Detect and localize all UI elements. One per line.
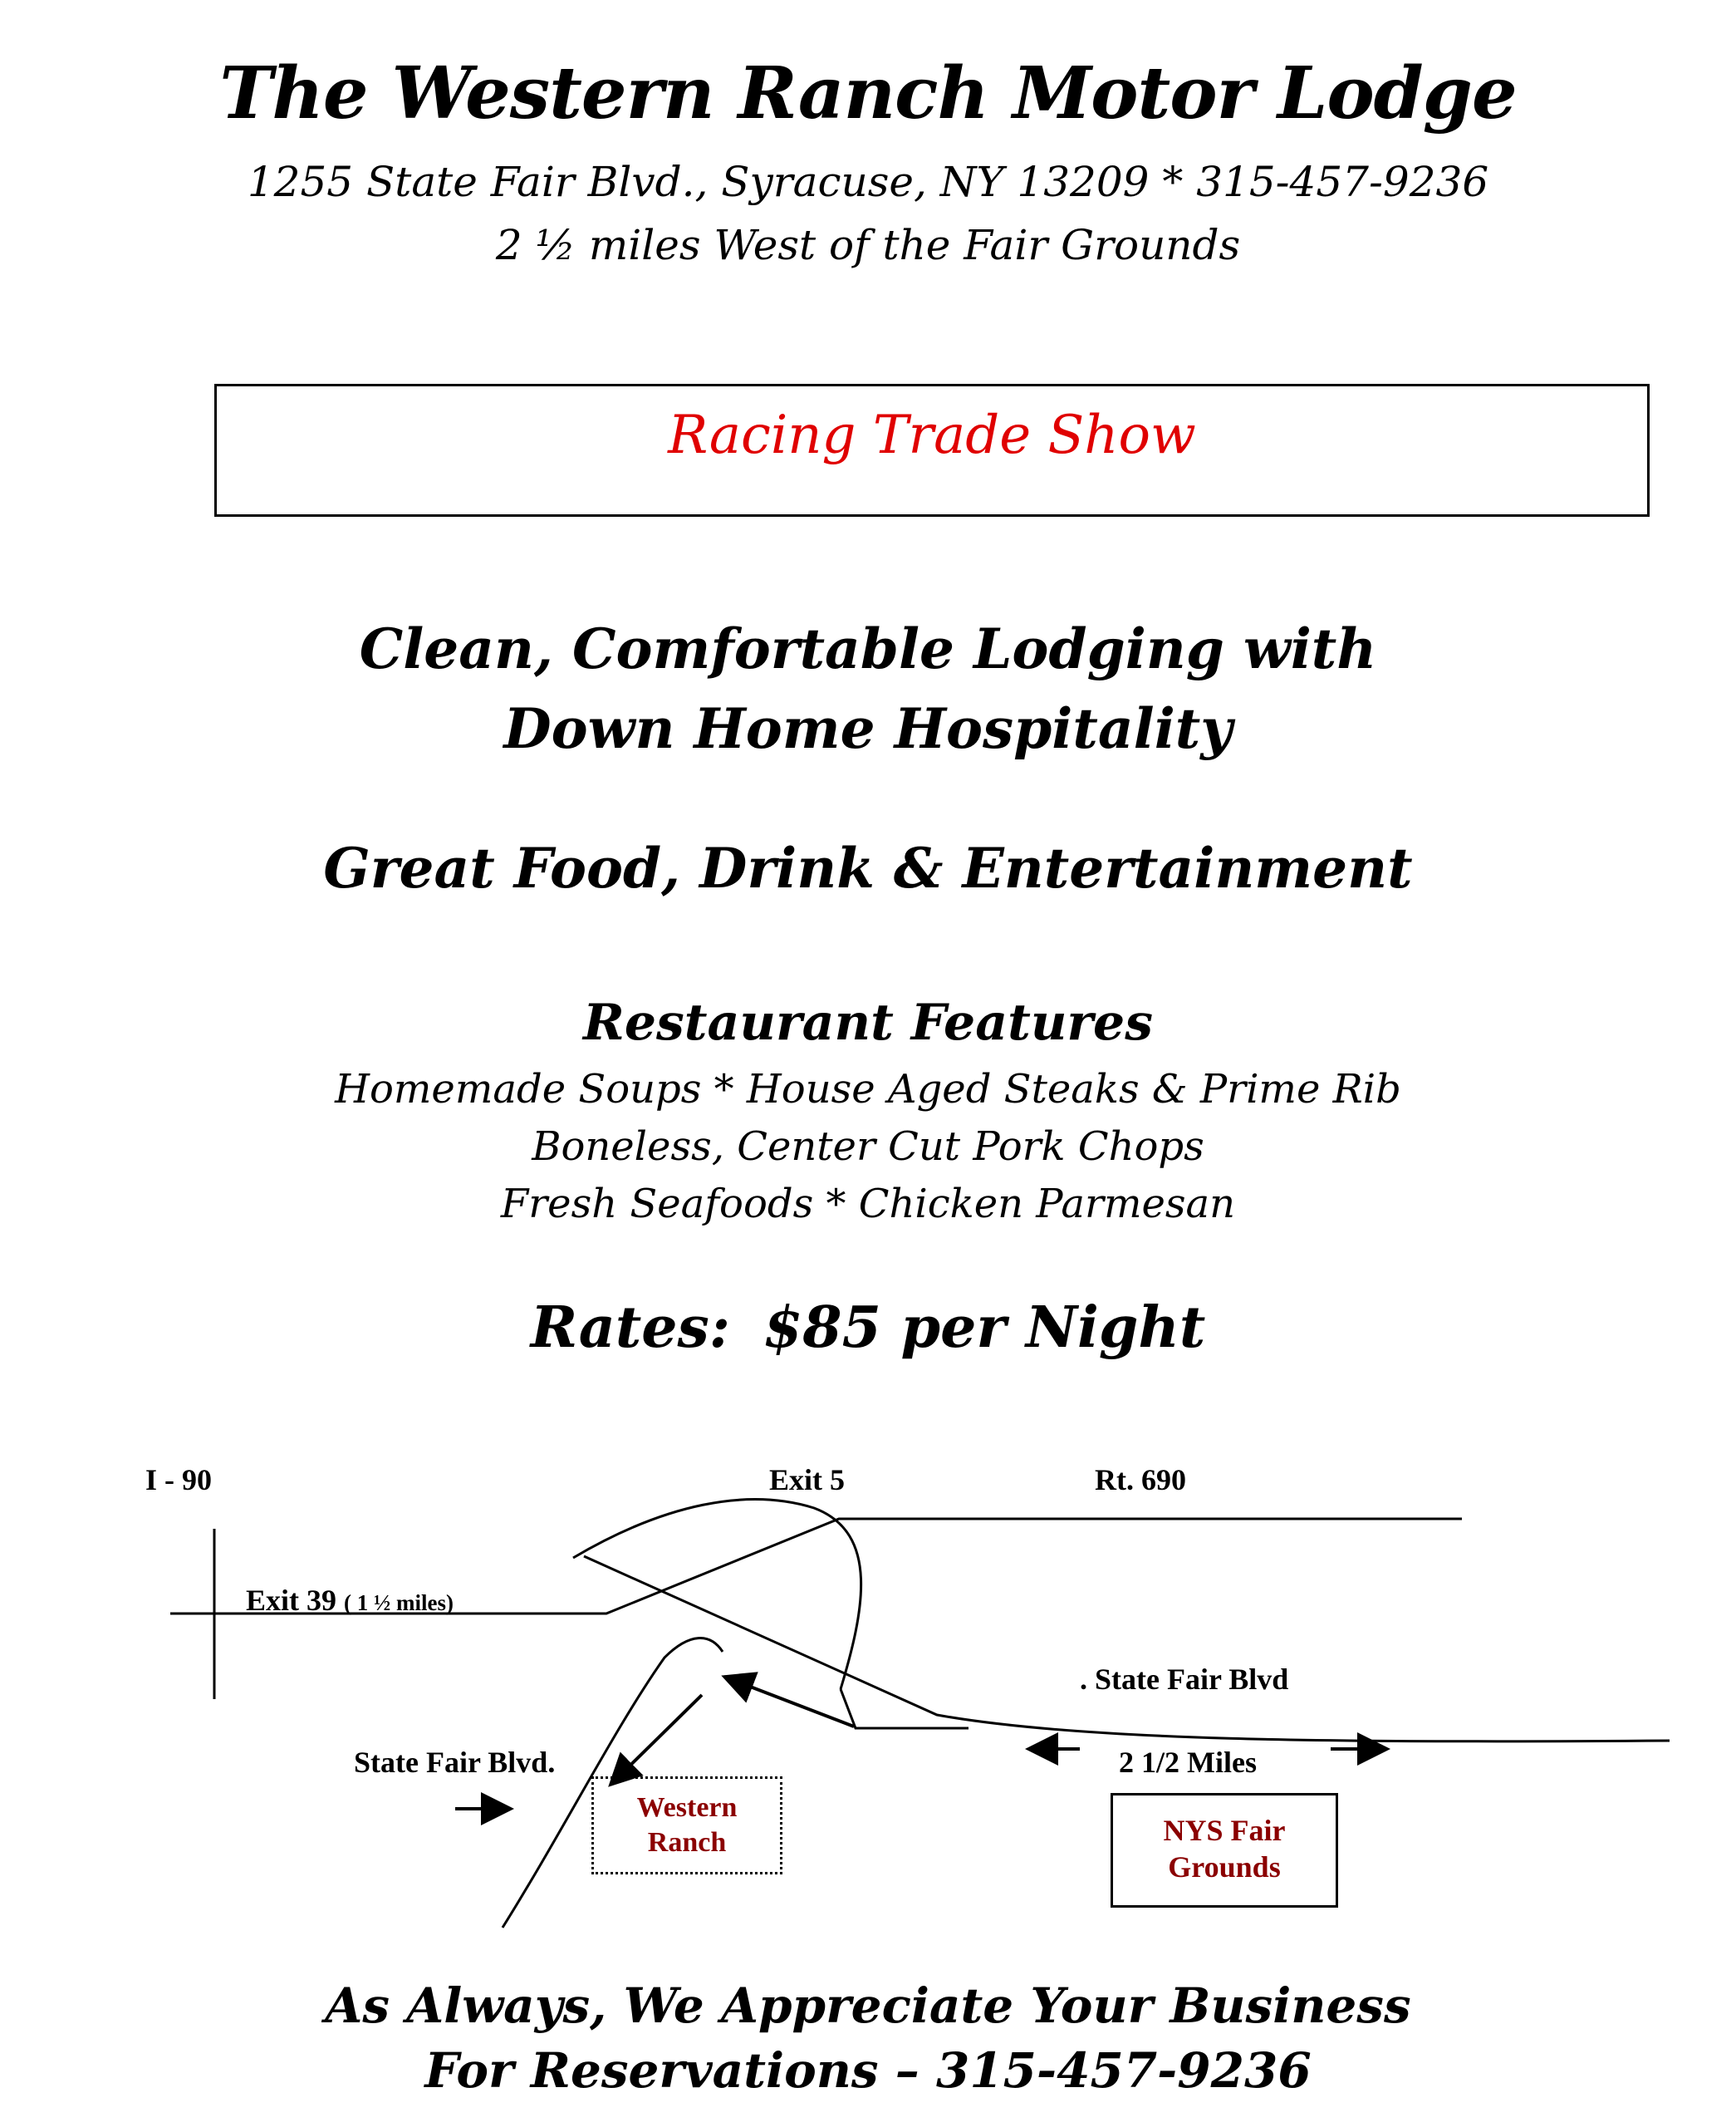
menu-item: Homemade Soups * House Aged Steaks & Prime Rib bbox=[335, 1066, 1401, 1113]
western-ranch-box bbox=[591, 1776, 782, 1874]
thanks-line: As Always, We Appreciate Your Business bbox=[325, 1977, 1411, 2034]
lodge-title: The Western Ranch Motor Lodge bbox=[219, 52, 1517, 135]
menu-item: Boneless, Center Cut Pork Chops bbox=[532, 1123, 1204, 1170]
arrow-along-ramp bbox=[724, 1677, 854, 1727]
connector-road bbox=[841, 1689, 969, 1728]
fair-grounds-box bbox=[1111, 1793, 1338, 1908]
restaurant-heading: Restaurant Features bbox=[582, 994, 1153, 1052]
menu-item: Fresh Seafoods * Chicken Parmesan bbox=[500, 1181, 1236, 1227]
exit39-text: Exit 39 bbox=[246, 1584, 337, 1617]
address-line: 1255 State Fair Blvd., Syracuse, NY 13209 * 315-457-9236 bbox=[247, 158, 1489, 206]
exit39-note: ( 1 ½ miles) bbox=[344, 1590, 454, 1615]
food-line: Great Food, Drink & Entertainment bbox=[323, 836, 1413, 901]
direction-line: 2 ½ miles West of the Fair Grounds bbox=[495, 221, 1241, 269]
diagonal-road bbox=[584, 1556, 1670, 1741]
arrow-to-western-ranch bbox=[611, 1695, 702, 1785]
lodging-line-1: Clean, Comfortable Lodging with bbox=[359, 616, 1377, 681]
rates-value: $85 per Night bbox=[763, 1294, 1206, 1361]
state-fair-blvd-left-label: State Fair Blvd. bbox=[354, 1746, 556, 1779]
event-name: Racing Trade Show bbox=[668, 405, 1196, 466]
reservations-line: For Reservations – 315-457-9236 bbox=[424, 2042, 1312, 2099]
rates-label: Rates: bbox=[530, 1294, 730, 1361]
rt690-label: Rt. 690 bbox=[1095, 1463, 1186, 1496]
distance-label: 2 1/2 Miles bbox=[1119, 1746, 1257, 1779]
i90-label: I - 90 bbox=[145, 1463, 212, 1496]
state-fair-blvd-right-label: . State Fair Blvd bbox=[1080, 1663, 1289, 1696]
lodging-line-2: Down Home Hospitality bbox=[503, 696, 1233, 761]
western-ranch-line: Ranch bbox=[647, 1827, 727, 1858]
exit39-label bbox=[246, 1583, 454, 1618]
exit5-label: Exit 5 bbox=[769, 1463, 846, 1496]
fair-grounds-line: NYS Fair bbox=[1163, 1814, 1286, 1847]
fair-grounds-line: Grounds bbox=[1168, 1850, 1281, 1884]
western-ranch-line: Western bbox=[636, 1792, 738, 1823]
